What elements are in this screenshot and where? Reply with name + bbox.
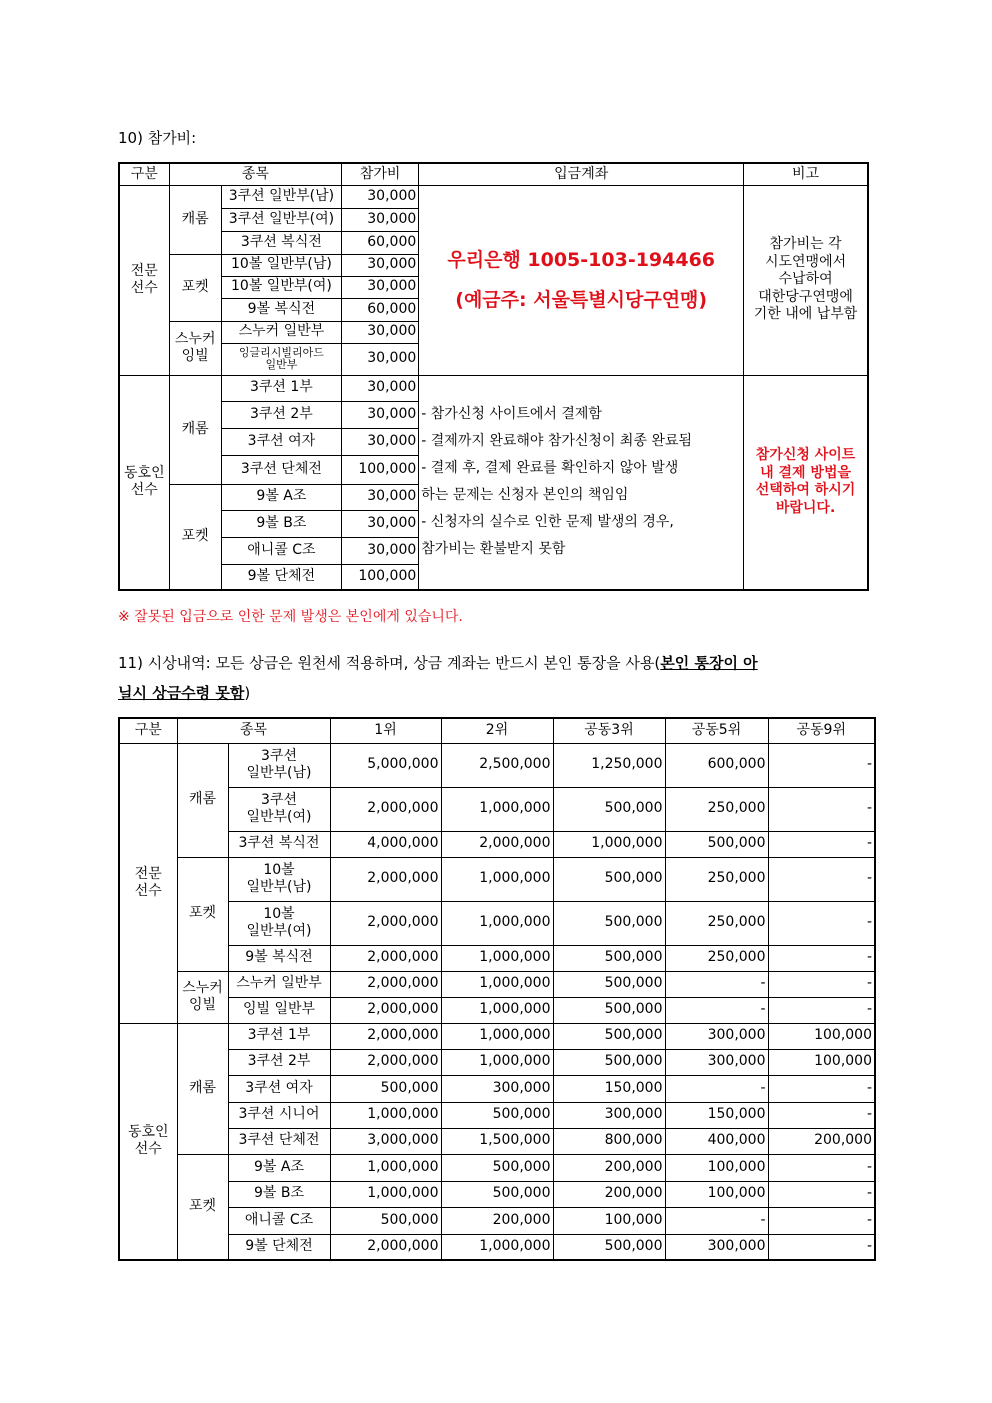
section-11-title-text: 11) 시상내역: 모든 상금은 원천세 적용하며, 상금 계좌는 반드시 본인 통장을 사용( xyxy=(118,654,661,672)
prize-value: 500,000 xyxy=(553,901,665,945)
table-row xyxy=(119,857,875,901)
fee-value: 30,000 xyxy=(342,537,419,564)
cat-pocket: 포켓 xyxy=(169,484,221,590)
event-name: 3쿠션 복식전 xyxy=(221,231,341,254)
prize-value: 1,000,000 xyxy=(330,1154,441,1181)
header-category: 구분 xyxy=(119,163,169,185)
account-holder: (예금주: 서울특별시당구연맹) xyxy=(455,289,708,311)
section-11-title-underline-1: 본인 통장이 아 xyxy=(660,654,758,672)
header-fee: 참가비 xyxy=(342,163,419,185)
event-name: 3쿠션 일반부(남) xyxy=(221,185,341,208)
prize-value: 2,000,000 xyxy=(330,787,441,831)
prize-value: 2,000,000 xyxy=(330,1023,441,1049)
section-11-title-close: ) xyxy=(244,684,251,702)
prize-value: 1,000,000 xyxy=(330,1102,441,1128)
prize-value: 300,000 xyxy=(665,1049,768,1075)
prize-value: 500,000 xyxy=(553,1234,665,1260)
prize-value: - xyxy=(768,1154,875,1181)
prize-value: 200,000 xyxy=(768,1128,875,1154)
event-name: 3쿠션 일반부(여) xyxy=(221,208,341,231)
header-remark: 비고 xyxy=(744,163,868,185)
cat-pocket: 포켓 xyxy=(177,857,228,971)
prize-value: - xyxy=(768,997,875,1023)
event-name: 9볼 A조 xyxy=(228,1154,330,1181)
prize-value: - xyxy=(665,997,768,1023)
fee-value: 30,000 xyxy=(342,428,419,455)
event-name: 3쿠션 1부 xyxy=(221,375,341,401)
note-line: - 신청자의 실수로 인한 문제 발생의 경우, xyxy=(421,514,674,531)
event-name: 9볼 복식전 xyxy=(228,945,330,971)
bank-account: 우리은행 1005-103-194466 xyxy=(447,249,716,271)
prize-value: 1,000,000 xyxy=(441,971,553,997)
header-9th: 공동9위 xyxy=(768,718,875,743)
header-event: 종목 xyxy=(169,163,341,185)
prize-value: 500,000 xyxy=(441,1181,553,1207)
header-event: 종목 xyxy=(177,718,330,743)
prize-value: 500,000 xyxy=(553,1049,665,1075)
prize-value: 200,000 xyxy=(441,1207,553,1234)
event-name: 3쿠션 여자 xyxy=(221,428,341,455)
section-10-title: 10) 참가비: xyxy=(118,129,197,147)
fee-value: 100,000 xyxy=(342,564,419,590)
table-row xyxy=(119,743,875,787)
prize-value: - xyxy=(768,1234,875,1260)
table-row xyxy=(119,901,875,945)
event-name: 9볼 B조 xyxy=(228,1181,330,1207)
prize-value: 300,000 xyxy=(665,1234,768,1260)
prize-value: 2,500,000 xyxy=(441,743,553,787)
fee-value: 30,000 xyxy=(342,510,419,537)
section-11-title xyxy=(118,648,876,708)
table-row xyxy=(119,1207,875,1234)
table-row xyxy=(119,1102,875,1128)
fee-value: 30,000 xyxy=(342,321,419,343)
fee-value: 30,000 xyxy=(342,401,419,428)
header-5th: 공동5위 xyxy=(665,718,768,743)
table-row xyxy=(119,945,875,971)
event-name: 10볼 일반부(여) xyxy=(228,901,330,945)
event-name: 애니콜 C조 xyxy=(221,537,341,564)
table-row xyxy=(119,1128,875,1154)
cat-carom: 캐롬 xyxy=(169,375,221,484)
prize-value: - xyxy=(768,1207,875,1234)
cat-snooker: 스누커 잉빌 xyxy=(177,971,228,1023)
prize-value: 2,000,000 xyxy=(330,857,441,901)
prize-table xyxy=(118,717,876,1261)
cat-pocket: 포켓 xyxy=(169,254,221,321)
table-row xyxy=(119,1049,875,1075)
prize-value: 1,000,000 xyxy=(441,1023,553,1049)
prize-value: 1,000,000 xyxy=(441,901,553,945)
prize-value: 100,000 xyxy=(553,1207,665,1234)
remark-amateur: 참가신청 사이트 내 결제 방법을 선택하여 하시기 바랍니다. xyxy=(744,375,868,590)
fee-value: 100,000 xyxy=(342,455,419,484)
event-name: 3쿠션 1부 xyxy=(228,1023,330,1049)
prize-value: 1,000,000 xyxy=(441,1234,553,1260)
event-name: 3쿠션 일반부(남) xyxy=(228,743,330,787)
event-name: 3쿠션 시니어 xyxy=(228,1102,330,1128)
prize-value: 500,000 xyxy=(330,1075,441,1102)
prize-value: 500,000 xyxy=(553,997,665,1023)
prize-value: - xyxy=(665,1207,768,1234)
fee-value: 30,000 xyxy=(342,208,419,231)
prize-value: - xyxy=(768,743,875,787)
prize-value: 2,000,000 xyxy=(441,831,553,857)
prize-value: - xyxy=(665,1075,768,1102)
header-category: 구분 xyxy=(119,718,177,743)
prize-value: 1,000,000 xyxy=(441,997,553,1023)
prize-value: 500,000 xyxy=(441,1102,553,1128)
header-3rd: 공동3위 xyxy=(553,718,665,743)
prize-value: 500,000 xyxy=(441,1154,553,1181)
prize-value: 300,000 xyxy=(665,1023,768,1049)
prize-value: - xyxy=(768,971,875,997)
event-name: 3쿠션 단체전 xyxy=(228,1128,330,1154)
event-name: 잉글리시빌리아드 일반부 xyxy=(221,343,341,375)
group-amateur: 동호인 선수 xyxy=(119,1023,177,1260)
note-line: 하는 문제는 신청자 본인의 책임임 xyxy=(421,487,629,504)
prize-value: 100,000 xyxy=(665,1181,768,1207)
event-name: 스누커 일반부 xyxy=(228,971,330,997)
prize-value: - xyxy=(768,1075,875,1102)
header-2nd: 2위 xyxy=(441,718,553,743)
table-row xyxy=(119,1234,875,1260)
prize-body xyxy=(119,743,875,1260)
prize-value: 1,250,000 xyxy=(553,743,665,787)
prize-value: 800,000 xyxy=(553,1128,665,1154)
prize-value: 1,000,000 xyxy=(441,857,553,901)
event-name: 3쿠션 단체전 xyxy=(221,455,341,484)
prize-value: 2,000,000 xyxy=(330,901,441,945)
prize-value: 500,000 xyxy=(553,857,665,901)
event-name: 3쿠션 일반부(여) xyxy=(228,787,330,831)
prize-value: 400,000 xyxy=(665,1128,768,1154)
prize-value: - xyxy=(768,901,875,945)
payment-notes xyxy=(419,375,744,590)
event-name: 3쿠션 2부 xyxy=(228,1049,330,1075)
prize-value: 1,500,000 xyxy=(441,1128,553,1154)
prize-value: 150,000 xyxy=(665,1102,768,1128)
prize-value: 600,000 xyxy=(665,743,768,787)
prize-value: 150,000 xyxy=(553,1075,665,1102)
prize-value: 2,000,000 xyxy=(330,1049,441,1075)
prize-value: 1,000,000 xyxy=(441,1049,553,1075)
table-header-row xyxy=(119,163,868,185)
prize-value: 1,000,000 xyxy=(553,831,665,857)
note-line: - 결제 후, 결제 완료를 확인하지 않아 발생 xyxy=(421,460,679,477)
prize-value: 250,000 xyxy=(665,857,768,901)
table-row xyxy=(119,375,868,401)
event-name: 9볼 단체전 xyxy=(221,564,341,590)
header-account: 입금계좌 xyxy=(419,163,744,185)
event-name: 10볼 일반부(남) xyxy=(228,857,330,901)
fee-value: 30,000 xyxy=(342,343,419,375)
prize-value: 200,000 xyxy=(553,1154,665,1181)
event-name: 스누커 일반부 xyxy=(221,321,341,343)
cat-carom: 캐롬 xyxy=(169,185,221,254)
prize-value: 2,000,000 xyxy=(330,1234,441,1260)
fee-value: 30,000 xyxy=(342,185,419,208)
prize-value: 100,000 xyxy=(768,1023,875,1049)
cat-carom: 캐롬 xyxy=(177,1023,228,1154)
prize-value: 250,000 xyxy=(665,901,768,945)
group-pro: 전문 선수 xyxy=(119,743,177,1023)
event-name: 9볼 단체전 xyxy=(228,1234,330,1260)
cat-pocket: 포켓 xyxy=(177,1154,228,1260)
prize-value: 250,000 xyxy=(665,945,768,971)
event-name: 애니콜 C조 xyxy=(228,1207,330,1234)
prize-value: 5,000,000 xyxy=(330,743,441,787)
table-row xyxy=(119,1075,875,1102)
prize-value: 300,000 xyxy=(441,1075,553,1102)
note-line: 참가비는 환불받지 못함 xyxy=(421,541,566,558)
fee-value: 60,000 xyxy=(342,231,419,254)
fee-value: 30,000 xyxy=(342,375,419,401)
event-name: 9볼 B조 xyxy=(221,510,341,537)
event-name: 3쿠션 복식전 xyxy=(228,831,330,857)
prize-value: 3,000,000 xyxy=(330,1128,441,1154)
event-name: 3쿠션 여자 xyxy=(228,1075,330,1102)
prize-value: 4,000,000 xyxy=(330,831,441,857)
table-row xyxy=(119,1181,875,1207)
prize-value: 500,000 xyxy=(330,1207,441,1234)
prize-value: 500,000 xyxy=(553,1023,665,1049)
prize-value: - xyxy=(768,945,875,971)
prize-value: 250,000 xyxy=(665,787,768,831)
fee-value: 30,000 xyxy=(342,484,419,510)
event-name: 잉빌 일반부 xyxy=(228,997,330,1023)
section-11-title-underline-2: 닐시 상금수령 못함 xyxy=(118,684,245,702)
prize-value: 500,000 xyxy=(553,787,665,831)
event-name: 10볼 일반부(남) xyxy=(221,254,341,276)
cat-snooker: 스누커 잉빌 xyxy=(169,321,221,375)
prize-value: - xyxy=(768,1102,875,1128)
table-row xyxy=(119,1023,875,1049)
prize-value: 500,000 xyxy=(553,971,665,997)
group-amateur: 동호인 선수 xyxy=(119,375,169,590)
prize-value: 500,000 xyxy=(553,945,665,971)
note-line: - 결제까지 완료해야 참가신청이 최종 완료됨 xyxy=(421,433,692,450)
group-pro: 전문 선수 xyxy=(119,185,169,375)
entry-fee-table xyxy=(118,162,869,591)
event-name: 9볼 복식전 xyxy=(221,298,341,321)
prize-value: - xyxy=(768,1181,875,1207)
table-row xyxy=(119,971,875,997)
table-row xyxy=(119,997,875,1023)
event-name: 9볼 A조 xyxy=(221,484,341,510)
prize-value: - xyxy=(768,831,875,857)
table-row xyxy=(119,787,875,831)
bank-account-cell xyxy=(419,185,744,375)
prize-value: 2,000,000 xyxy=(330,971,441,997)
prize-value: - xyxy=(665,971,768,997)
prize-value: 2,000,000 xyxy=(330,997,441,1023)
fee-value: 60,000 xyxy=(342,298,419,321)
table-row xyxy=(119,185,868,208)
prize-value: - xyxy=(768,857,875,901)
event-name: 3쿠션 2부 xyxy=(221,401,341,428)
prize-value: 2,000,000 xyxy=(330,945,441,971)
prize-value: 500,000 xyxy=(665,831,768,857)
cat-carom: 캐롬 xyxy=(177,743,228,857)
table-header-row xyxy=(119,718,875,743)
prize-value: 1,000,000 xyxy=(441,787,553,831)
event-name: 10볼 일반부(여) xyxy=(221,276,341,298)
payment-warning: ※ 잘못된 입금으로 인한 문제 발생은 본인에게 있습니다. xyxy=(118,609,463,625)
table-row xyxy=(119,831,875,857)
prize-value: 300,000 xyxy=(553,1102,665,1128)
prize-value: 200,000 xyxy=(553,1181,665,1207)
table-row xyxy=(119,1154,875,1181)
fee-value: 30,000 xyxy=(342,254,419,276)
remark-pro: 참가비는 각 시도연맹에서 수납하여 대한당구연맹에 기한 내에 납부함 xyxy=(744,185,868,375)
note-line: - 참가신청 사이트에서 결제함 xyxy=(421,406,602,423)
header-1st: 1위 xyxy=(330,718,441,743)
prize-value: 1,000,000 xyxy=(441,945,553,971)
prize-value: 1,000,000 xyxy=(330,1181,441,1207)
prize-value: 100,000 xyxy=(768,1049,875,1075)
prize-value: - xyxy=(768,787,875,831)
prize-value: 100,000 xyxy=(665,1154,768,1181)
fee-value: 30,000 xyxy=(342,276,419,298)
